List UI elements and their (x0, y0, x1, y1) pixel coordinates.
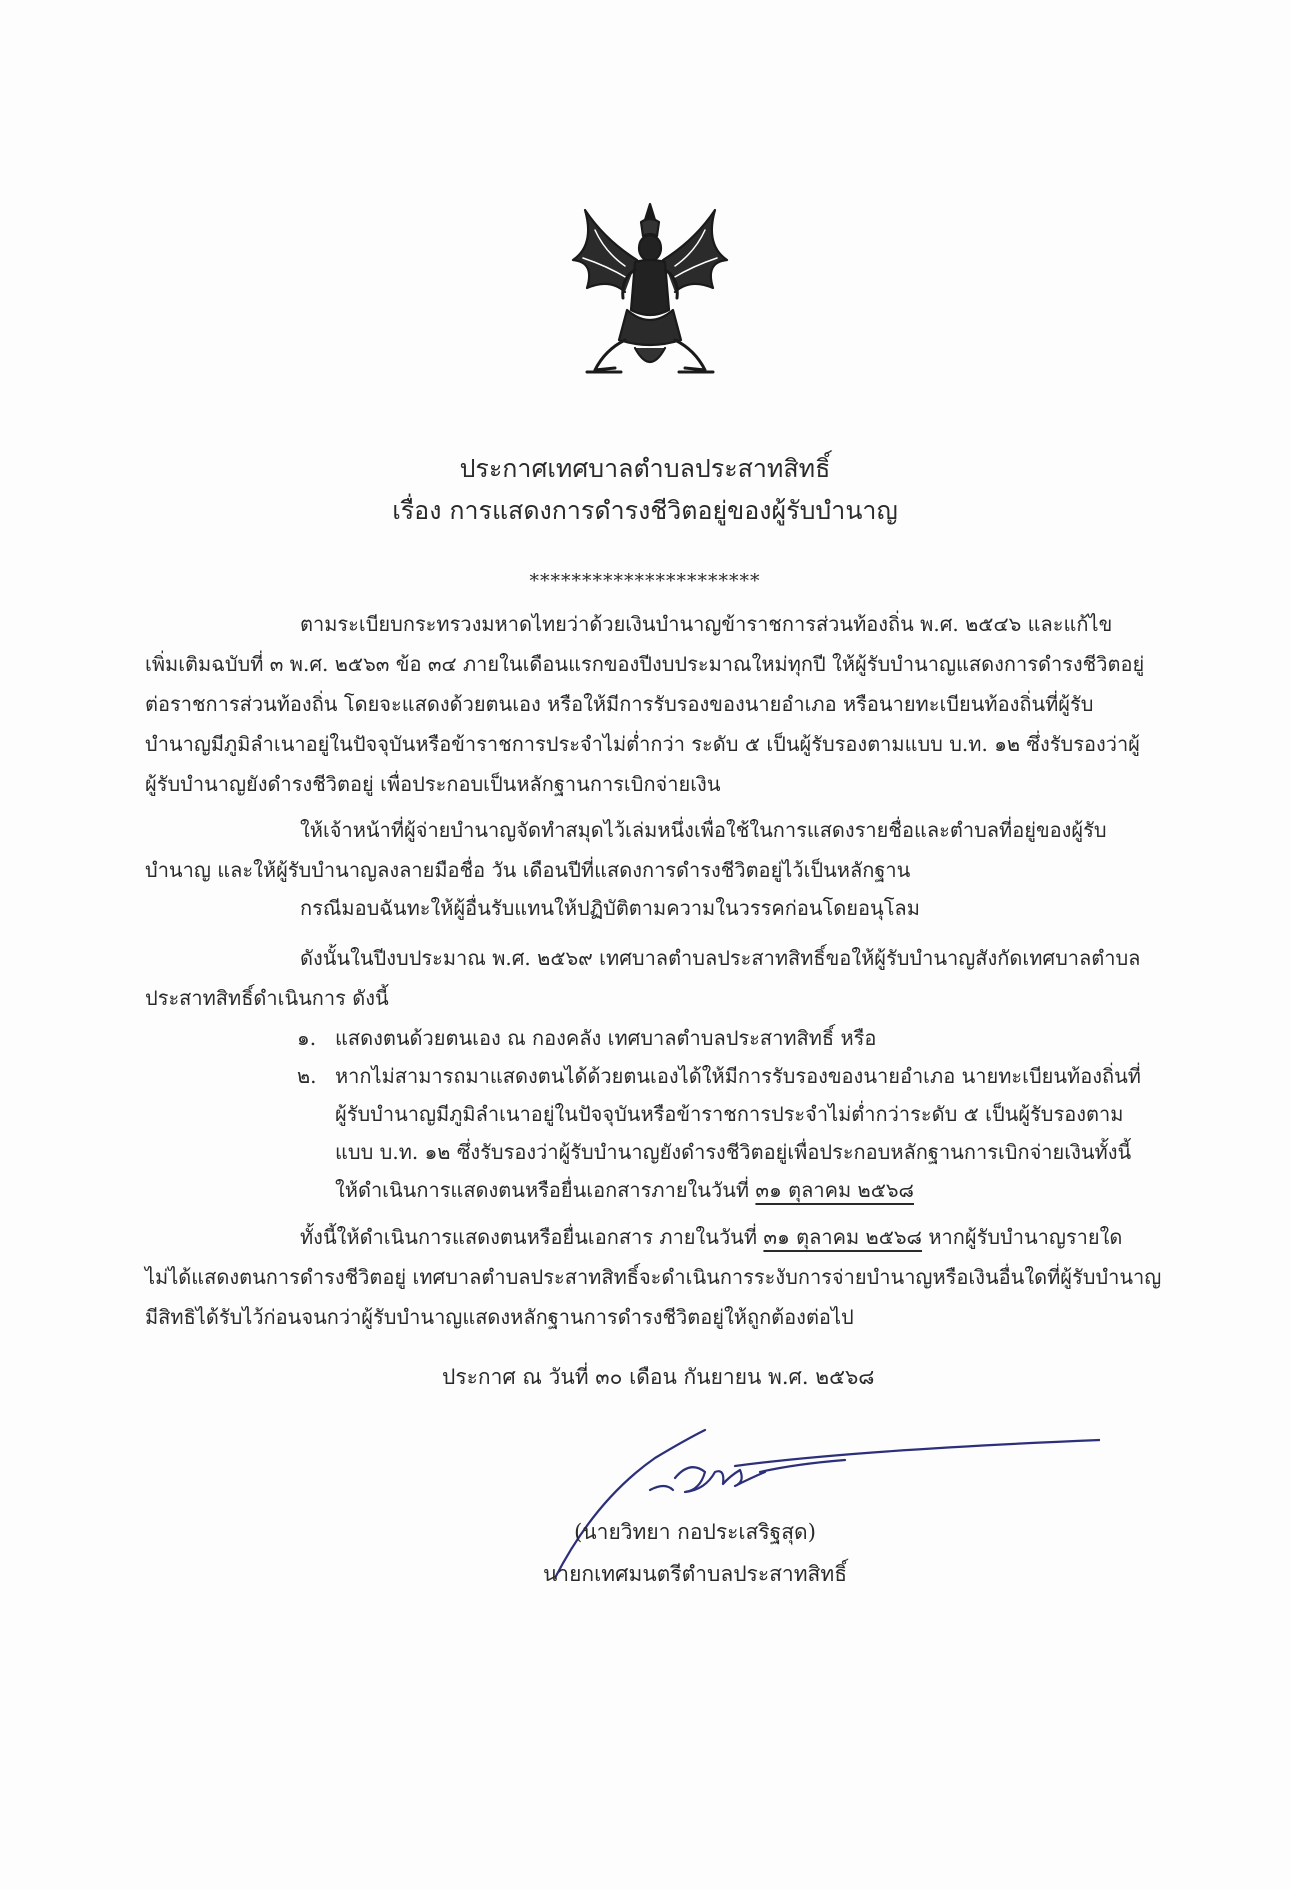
document-title-block (0, 448, 1290, 532)
list-number-1: ๑. (297, 1026, 317, 1050)
deadline-text: ให้ดำเนินการแสดงตนหรือยื่นเอกสารภายในวันที่ (335, 1178, 756, 1202)
signatory-position: นายกเทศมนตรีตำบลประสาทสิทธิ์ (542, 1562, 848, 1586)
para4-line-1: ทั้งนี้ให้ดำเนินการแสดงตนหรือยื่นเอกสาร ภายในวันที่ ๓๑ ตุลาคม ๒๕๖๘ หากผู้รับบำนาญรายใด (300, 1225, 1123, 1249)
para2-line-2: บำนาญ และให้ผู้รับบำนาญลงลายมือชื่อ วัน เดือนปีที่แสดงการดำรงชีวิตอยู่ไว้เป็นหลักฐาน (145, 858, 911, 882)
list-item-2-line-3: แบบ บ.ท. ๑๒ ซึ่งรับรองว่าผู้รับบำนาญยังดำรงชีวิตอยู่เพื่อประกอบหลักฐานการเบิกจ่ายเงินทั้งนี้ (335, 1140, 1132, 1164)
para1-line-1: ตามระเบียบกระทรวงมหาดไทยว่าด้วยเงินบำนาญข้าราชการส่วนท้องถิ่น พ.ศ. ๒๕๔๖ และแก้ไข (300, 612, 1113, 636)
separator-stars: ********************** (529, 570, 761, 592)
list-number-2: ๒. (297, 1064, 317, 1088)
para1-line-5: ผู้รับบำนาญยังดำรงชีวิตอยู่ เพื่อประกอบเป็นหลักฐานการเบิกจ่ายเงิน (145, 772, 721, 796)
para1-line-3: ต่อราชการส่วนท้องถิ่น โดยจะแสดงด้วยตนเอง หรือให้มีการรับรองของนายอำเภอ หรือนายทะเบียนท้องถิ่นที่ผู้รับ (145, 692, 1094, 716)
para4-line-2: ไม่ได้แสดงตนการดำรงชีวิตอยู่ เทศบาลตำบลประสาทสิทธิ์จะดำเนินการระงับการจ่ายบำนาญหรือเงินอื่นใดที่ผู้รับบำนาญ (145, 1265, 1162, 1289)
para2-line-3: กรณีมอบฉันทะให้ผู้อื่นรับแทนให้ปฏิบัติตามความในวรรคก่อนโดยอนุโลม (300, 896, 920, 920)
list-item-1: แสดงตนด้วยตนเอง ณ กองคลัง เทศบาลตำบลประสาทสิทธิ์ หรือ (335, 1026, 877, 1050)
para2-line-1: ให้เจ้าหน้าที่ผู้จ่ายบำนาญจัดทำสมุดไว้เล่มหนึ่งเพื่อใช้ในการแสดงรายชื่อและตำบลที่อยู่ของผู้รับ (300, 818, 1107, 842)
document-title: ประกาศเทศบาลตำบลประสาทสิทธิ์ (459, 454, 831, 483)
announcement-date: ประกาศ ณ วันที่ ๓๐ เดือน กันยายน พ.ศ. ๒๕๖๘ (442, 1365, 875, 1389)
deadline-date-2: ๓๑ ตุลาคม ๒๕๖๘ (763, 1225, 922, 1249)
para4-line-3: มีสิทธิได้รับไว้ก่อนจนกว่าผู้รับบำนาญแสดงหลักฐานการดำรงชีวิตอยู่ให้ถูกต้องต่อไป (145, 1305, 854, 1329)
para3-line-1: ดังนั้นในปีงบประมาณ พ.ศ. ๒๕๖๙ เทศบาลตำบลประสาทสิทธิ์ขอให้ผู้รับบำนาญสังกัดเทศบาลตำบล (300, 946, 1141, 970)
signature-icon (555, 1420, 1100, 1580)
para1-line-2: เพิ่มเติมฉบับที่ ๓ พ.ศ. ๒๕๖๓ ข้อ ๓๔ ภายในเดือนแรกของปีงบประมาณใหม่ทุกปี ให้ผู้รับบำนาญแสดงการดำรงชีวิตอยู่ (145, 652, 1145, 676)
document-subject: เรื่อง การแสดงการดำรงชีวิตอยู่ของผู้รับบำนาญ (392, 496, 898, 525)
list-item-2-line-4 (335, 1175, 914, 1205)
signatory-name: (นายวิทยา กอประเสริฐสุด) (574, 1520, 816, 1544)
list-item-2-line-1: หากไม่สามารถมาแสดงตนได้ด้วยตนเองได้ให้มีการรับรองของนายอำเภอ นายทะเบียนท้องถิ่นที่ (335, 1064, 1141, 1088)
list-item-2-line-2: ผู้รับบำนาญมีภูมิลำเนาอยู่ในปัจจุบันหรือข้าราชการประจำไม่ต่ำกว่าระดับ ๕ เป็นผู้รับรองตาม (335, 1102, 1124, 1126)
deadline-date: ๓๑ ตุลาคม ๒๕๖๘ (755, 1178, 914, 1202)
para3-line-2: ประสาทสิทธิ์ดำเนินการ ดังนี้ (145, 986, 389, 1010)
para1-line-4: บำนาญมีภูมิลำเนาอยู่ในปัจจุบันหรือข้าราชการประจำไม่ต่ำกว่า ระดับ ๕ เป็นผู้รับรองตามแบบ บ.ท. ๑๒ ซึ่งรับรองว่าผู้ (145, 732, 1140, 756)
garuda-emblem-icon (565, 200, 735, 380)
